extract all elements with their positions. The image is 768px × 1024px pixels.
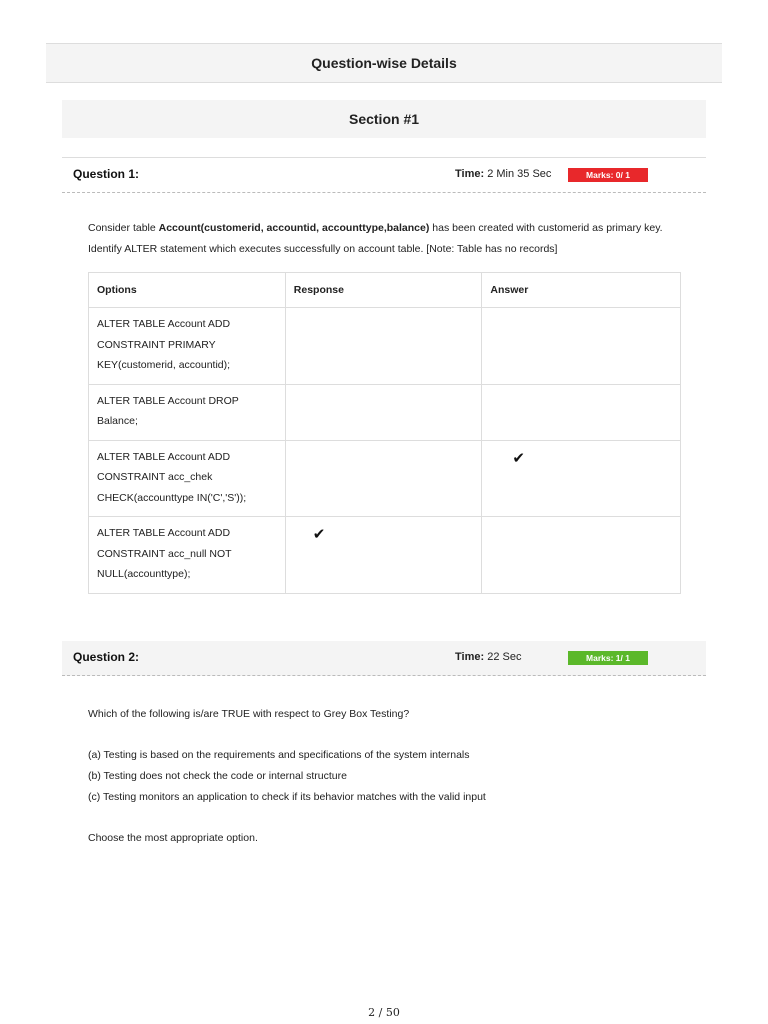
time-label: Time: — [455, 651, 485, 663]
option-line: CONSTRAINT PRIMARY — [97, 338, 216, 351]
question-2-time — [455, 651, 521, 663]
statement-c: (c) Testing monitors an application to check if its behavior matches with the valid input — [88, 791, 486, 803]
response-check-icon: ✔ — [312, 526, 326, 543]
table-row — [89, 440, 681, 517]
page-title: Question-wise Details — [46, 43, 722, 83]
question-1-text-post: has been created with customerid as primary key. — [429, 222, 663, 234]
question-1-text-bold: Account(customerid, accountid, accounttype,balance) — [158, 222, 430, 234]
time-value: 22 Sec — [487, 651, 522, 663]
answer-cell — [482, 440, 681, 517]
option-line: ALTER TABLE Account ADD — [97, 450, 231, 463]
time-label: Time: — [455, 168, 485, 180]
statement-a: (a) Testing is based on the requirements and specifications of the system internals — [88, 749, 470, 761]
answer-cell — [482, 308, 681, 385]
option-line: CONSTRAINT acc_null NOT — [97, 547, 232, 560]
table-row — [89, 384, 681, 440]
response-cell — [285, 440, 482, 517]
question-1-time — [455, 168, 551, 180]
statement-b: (b) Testing does not check the code or internal structure — [88, 770, 347, 782]
answer-cell — [482, 517, 681, 594]
option-line: ALTER TABLE Account DROP — [97, 394, 239, 407]
question-1-header — [62, 157, 706, 193]
header-response: Response — [285, 273, 482, 308]
question-1-line-1 — [88, 218, 688, 239]
option-cell — [89, 440, 286, 517]
option-line: CHECK(accounttype IN('C','S')); — [97, 491, 247, 504]
question-1-text-pre: Consider table — [88, 222, 159, 234]
option-line: KEY(customerid, accountid); — [97, 359, 231, 371]
options-table-header-row — [89, 273, 681, 308]
header-options: Options — [89, 273, 286, 308]
question-2-instruction: Choose the most appropriate option. — [88, 832, 258, 844]
option-cell — [89, 517, 286, 594]
time-value: 2 Min 35 Sec — [487, 168, 552, 180]
question-2-prompt: Which of the following is/are TRUE with respect to Grey Box Testing? — [88, 708, 410, 720]
table-row — [89, 308, 681, 385]
option-cell — [89, 308, 286, 385]
question-2-marks-badge: Marks: 1/ 1 — [568, 651, 648, 665]
options-table — [88, 272, 681, 594]
response-cell — [285, 308, 482, 385]
section-title: Section #1 — [62, 100, 706, 138]
question-1-title: Question 1: — [73, 167, 140, 181]
table-row — [89, 517, 681, 594]
page-number: 2 / 50 — [368, 1006, 400, 1019]
question-1-marks-badge: Marks: 0/ 1 — [568, 168, 648, 182]
question-2-text — [88, 704, 688, 849]
option-line: CONSTRAINT acc_chek — [97, 471, 213, 483]
response-cell — [285, 384, 482, 440]
option-line: Balance; — [97, 415, 138, 427]
answer-cell — [482, 384, 681, 440]
question-2-header — [62, 641, 706, 676]
option-line: NULL(accounttype); — [97, 568, 191, 580]
option-line: ALTER TABLE Account ADD — [97, 318, 231, 330]
header-answer: Answer — [482, 273, 681, 308]
answer-check-icon: ✔ — [512, 449, 525, 467]
response-cell — [285, 517, 482, 594]
question-2-title: Question 2: — [73, 650, 140, 664]
option-line: ALTER TABLE Account ADD — [97, 527, 231, 539]
option-cell — [89, 384, 286, 440]
question-1-line-2: Identify ALTER statement which executes successfully on account table. [Note: Table has no records] — [88, 243, 558, 255]
question-1-text — [88, 218, 688, 260]
